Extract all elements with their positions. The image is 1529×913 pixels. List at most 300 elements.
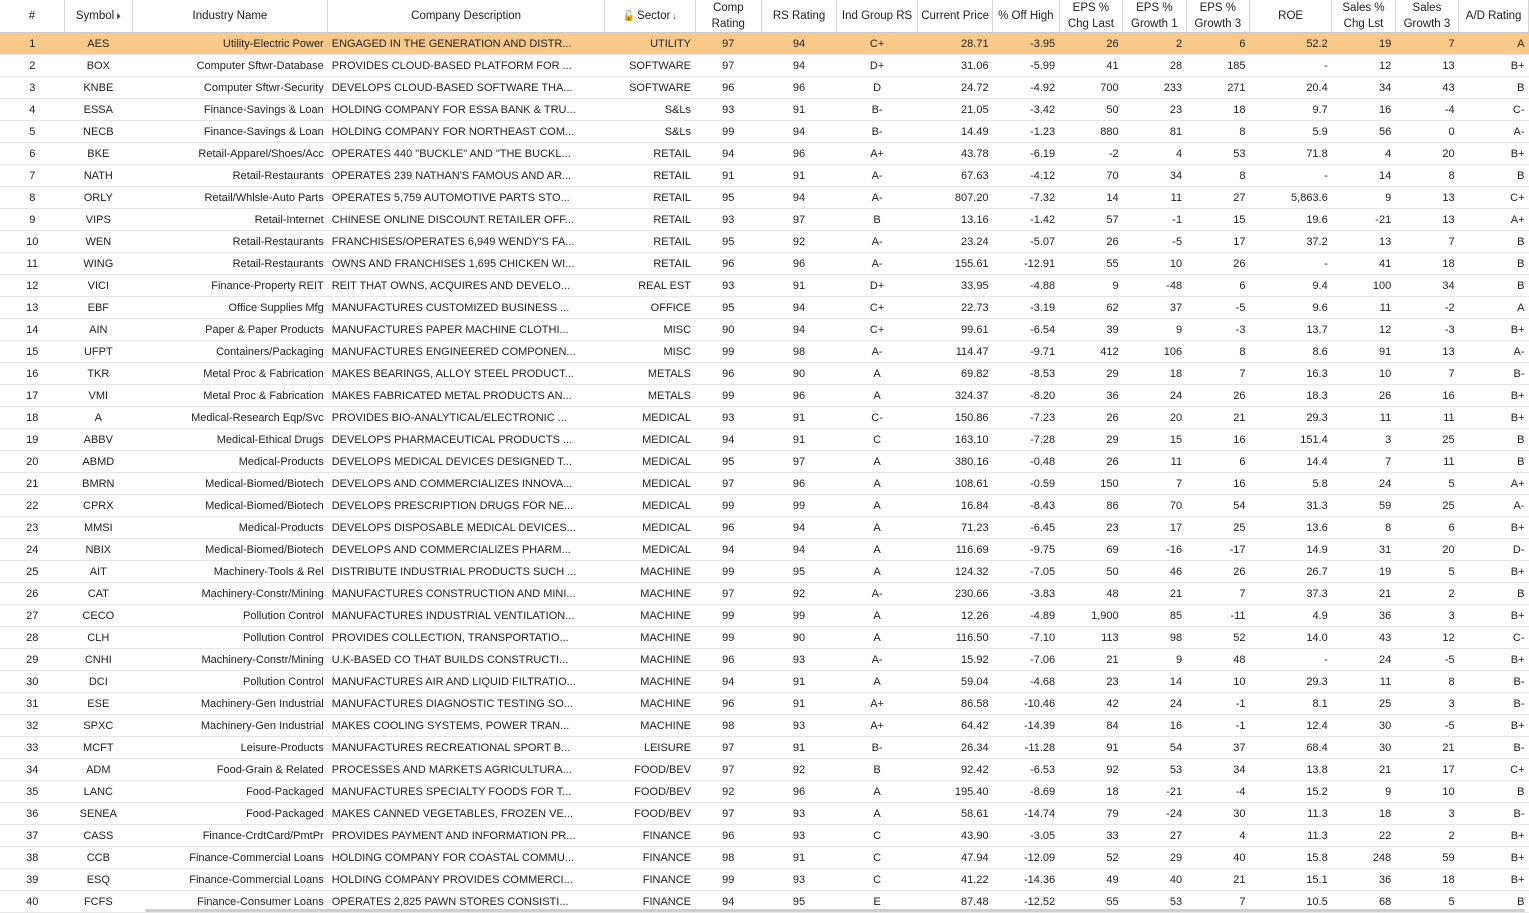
cell-epschg: 700: [1059, 77, 1122, 99]
table-row[interactable]: [0, 825, 1529, 847]
column-header-igrs[interactable]: [837, 0, 918, 33]
cell-saleschg: 11: [1332, 671, 1395, 693]
cell-ad: B+: [1459, 319, 1529, 341]
cell-epsg1: 15: [1123, 429, 1186, 451]
cell-industry: Machinery-Gen Industrial: [132, 693, 328, 715]
cell-off: -11.28: [993, 737, 1060, 759]
table-row[interactable]: [0, 473, 1529, 495]
cell-epschg: 86: [1059, 495, 1122, 517]
cell-symbol[interactable]: ESSA: [65, 99, 133, 121]
cell-igrs: A: [837, 517, 918, 539]
column-header-label: Comp Rating: [711, 2, 745, 30]
cell-comp: 91: [695, 165, 762, 187]
cell-symbol[interactable]: ESE: [65, 693, 133, 715]
cell-epsg3: -1: [1186, 715, 1249, 737]
cell-salesg3: 3: [1395, 605, 1458, 627]
cell-desc: DEVELOPS AND COMMERCIALIZES PHARM...: [328, 539, 605, 561]
cell-saleschg: 8: [1332, 517, 1395, 539]
cell-igrs: A: [837, 385, 918, 407]
cell-igrs: A-: [837, 341, 918, 363]
cell-epsg1: 34: [1123, 165, 1186, 187]
cell-saleschg: 36: [1332, 869, 1395, 891]
cell-igrs: B-: [837, 99, 918, 121]
cell-num: 10: [0, 231, 65, 253]
cell-industry: Medical-Research Eqp/Svc: [132, 407, 328, 429]
cell-symbol[interactable]: VIPS: [65, 209, 133, 231]
cell-sector: FINANCE: [605, 847, 696, 869]
table-row[interactable]: [0, 627, 1529, 649]
cell-ad: B: [1459, 451, 1529, 473]
cell-symbol[interactable]: BOX: [65, 55, 133, 77]
cell-ad: C-: [1459, 627, 1529, 649]
table-row[interactable]: [0, 165, 1529, 187]
cell-desc: MAKES BEARINGS, ALLOY STEEL PRODUCT...: [328, 363, 605, 385]
cell-symbol[interactable]: CLH: [65, 627, 133, 649]
cell-epsg1: 20: [1123, 407, 1186, 429]
cell-off: -8.53: [993, 363, 1060, 385]
cell-saleschg: 19: [1332, 33, 1395, 55]
table-row[interactable]: [0, 495, 1529, 517]
cell-desc: DEVELOPS PRESCRIPTION DRUGS FOR NE...: [328, 495, 605, 517]
cell-off: -4.89: [993, 605, 1060, 627]
cell-epschg: 41: [1059, 55, 1122, 77]
cell-symbol[interactable]: ADM: [65, 759, 133, 781]
cell-symbol[interactable]: KNBE: [65, 77, 133, 99]
cell-roe: -: [1250, 165, 1332, 187]
cell-off: -14.36: [993, 869, 1060, 891]
cell-symbol[interactable]: BMRN: [65, 473, 133, 495]
cell-symbol[interactable]: AIN: [65, 319, 133, 341]
table-row[interactable]: [0, 253, 1529, 275]
cell-off: -7.32: [993, 187, 1060, 209]
cell-price: 26.34: [918, 737, 993, 759]
cell-price: 380.16: [918, 451, 993, 473]
cell-price: 22.73: [918, 297, 993, 319]
cell-symbol[interactable]: DCI: [65, 671, 133, 693]
cell-salesg3: 13: [1395, 341, 1458, 363]
table-row[interactable]: [0, 451, 1529, 473]
cell-rs: 94: [762, 33, 837, 55]
cell-price: 47.94: [918, 847, 993, 869]
cell-num: 22: [0, 495, 65, 517]
cell-comp: 97: [695, 583, 762, 605]
cell-ad: B+: [1459, 715, 1529, 737]
table-row[interactable]: [0, 143, 1529, 165]
cell-comp: 99: [695, 561, 762, 583]
cell-comp: 94: [695, 143, 762, 165]
cell-saleschg: 59: [1332, 495, 1395, 517]
cell-desc: MANUFACTURES PAPER MACHINE CLOTHI...: [328, 319, 605, 341]
cell-symbol[interactable]: CASS: [65, 825, 133, 847]
cell-num: 23: [0, 517, 65, 539]
cell-ad: A: [1459, 297, 1529, 319]
cell-igrs: A-: [837, 165, 918, 187]
cell-igrs: C-: [837, 407, 918, 429]
cell-igrs: A: [837, 495, 918, 517]
cell-epsg1: 14: [1123, 671, 1186, 693]
cell-symbol[interactable]: CECO: [65, 605, 133, 627]
cell-off: -8.69: [993, 781, 1060, 803]
cell-industry: Metal Proc & Fabrication: [132, 363, 328, 385]
cell-saleschg: 21: [1332, 759, 1395, 781]
cell-ad: B: [1459, 165, 1529, 187]
cell-salesg3: 8: [1395, 671, 1458, 693]
cell-epsg1: 46: [1123, 561, 1186, 583]
table-row[interactable]: [0, 363, 1529, 385]
cell-num: 26: [0, 583, 65, 605]
cell-symbol[interactable]: AIT: [65, 561, 133, 583]
cell-igrs: A-: [837, 231, 918, 253]
cell-symbol[interactable]: LANC: [65, 781, 133, 803]
cell-price: 116.69: [918, 539, 993, 561]
table-row[interactable]: [0, 99, 1529, 121]
cell-comp: 96: [695, 649, 762, 671]
cell-rs: 96: [762, 77, 837, 99]
cell-ad: B-: [1459, 671, 1529, 693]
cell-salesg3: 3: [1395, 693, 1458, 715]
cell-roe: 15.2: [1250, 781, 1332, 803]
cell-roe: 20.4: [1250, 77, 1332, 99]
cell-off: -4.92: [993, 77, 1060, 99]
cell-sector: MEDICAL: [605, 429, 696, 451]
cell-desc: MANUFACTURES RECREATIONAL SPORT B...: [328, 737, 605, 759]
table-row[interactable]: [0, 517, 1529, 539]
cell-num: 36: [0, 803, 65, 825]
cell-roe: 10.5: [1250, 891, 1332, 913]
column-header-label: Sales % Chg Lst: [1342, 2, 1385, 30]
column-header-off[interactable]: [993, 0, 1060, 33]
cell-symbol[interactable]: MCFT: [65, 737, 133, 759]
table-row[interactable]: [0, 407, 1529, 429]
table-row[interactable]: [0, 319, 1529, 341]
table-row[interactable]: [0, 759, 1529, 781]
column-header-label: A/D Rating: [1465, 10, 1522, 22]
cell-num: 39: [0, 869, 65, 891]
cell-roe: -: [1250, 649, 1332, 671]
table-row[interactable]: [0, 605, 1529, 627]
cell-sector: METALS: [605, 363, 696, 385]
table-row[interactable]: [0, 781, 1529, 803]
cell-industry: Pollution Control: [132, 627, 328, 649]
cell-rs: 91: [762, 693, 837, 715]
cell-igrs: A: [837, 627, 918, 649]
cell-rs: 93: [762, 825, 837, 847]
column-header-epsg3[interactable]: [1186, 0, 1249, 33]
cell-off: -14.74: [993, 803, 1060, 825]
cell-ad: B+: [1459, 517, 1529, 539]
cell-comp: 94: [695, 429, 762, 451]
cell-saleschg: 18: [1332, 803, 1395, 825]
table-row[interactable]: [0, 561, 1529, 583]
cell-symbol[interactable]: CPRX: [65, 495, 133, 517]
cell-rs: 91: [762, 671, 837, 693]
cell-salesg3: 17: [1395, 759, 1458, 781]
cell-symbol[interactable]: SENEA: [65, 803, 133, 825]
cell-desc: DEVELOPS CLOUD-BASED SOFTWARE THA...: [328, 77, 605, 99]
table-row[interactable]: [0, 715, 1529, 737]
cell-roe: 18.3: [1250, 385, 1332, 407]
sort-filter-icon[interactable]: ⏵: [116, 11, 121, 21]
cell-roe: 12.4: [1250, 715, 1332, 737]
cell-epsg3: 30: [1186, 803, 1249, 825]
column-header-ad[interactable]: [1459, 0, 1529, 33]
cell-industry: Retail-Restaurants: [132, 231, 328, 253]
cell-saleschg: 68: [1332, 891, 1395, 913]
cell-off: -14.39: [993, 715, 1060, 737]
cell-symbol[interactable]: MMSI: [65, 517, 133, 539]
cell-num: 5: [0, 121, 65, 143]
cell-epschg: 29: [1059, 429, 1122, 451]
column-header-num[interactable]: [0, 0, 65, 33]
cell-rs: 99: [762, 495, 837, 517]
cell-epsg1: 24: [1123, 385, 1186, 407]
cell-saleschg: 16: [1332, 99, 1395, 121]
table-row[interactable]: [0, 385, 1529, 407]
cell-epsg1: -24: [1123, 803, 1186, 825]
cell-ad: A-: [1459, 495, 1529, 517]
cell-symbol[interactable]: VICI: [65, 275, 133, 297]
cell-rs: 93: [762, 869, 837, 891]
cell-symbol[interactable]: WING: [65, 253, 133, 275]
cell-epschg: 21: [1059, 649, 1122, 671]
cell-ad: B: [1459, 231, 1529, 253]
cell-igrs: A-: [837, 583, 918, 605]
cell-symbol[interactable]: ORLY: [65, 187, 133, 209]
cell-symbol[interactable]: CNHI: [65, 649, 133, 671]
cell-saleschg: 13: [1332, 231, 1395, 253]
cell-epsg1: 53: [1123, 759, 1186, 781]
cell-rs: 96: [762, 473, 837, 495]
column-header-salesg3[interactable]: [1395, 0, 1458, 33]
cell-comp: 97: [695, 759, 762, 781]
cell-saleschg: 30: [1332, 715, 1395, 737]
cell-epschg: 42: [1059, 693, 1122, 715]
cell-industry: Retail-Internet: [132, 209, 328, 231]
cell-roe: 37.2: [1250, 231, 1332, 253]
cell-epsg3: 52: [1186, 627, 1249, 649]
cell-salesg3: 2: [1395, 583, 1458, 605]
cell-num: 37: [0, 825, 65, 847]
cell-comp: 99: [695, 495, 762, 517]
cell-symbol[interactable]: CCB: [65, 847, 133, 869]
cell-salesg3: 43: [1395, 77, 1458, 99]
cell-off: -5.99: [993, 55, 1060, 77]
cell-roe: 5.8: [1250, 473, 1332, 495]
column-header-label: Sales Growth 3: [1403, 2, 1451, 30]
cell-salesg3: 18: [1395, 869, 1458, 891]
cell-epschg: 92: [1059, 759, 1122, 781]
cell-epschg: 412: [1059, 341, 1122, 363]
table-row[interactable]: [0, 539, 1529, 561]
column-header-industry[interactable]: [132, 0, 328, 33]
cell-rs: 94: [762, 517, 837, 539]
cell-price: 58.61: [918, 803, 993, 825]
cell-industry: Pollution Control: [132, 671, 328, 693]
cell-salesg3: 5: [1395, 561, 1458, 583]
cell-desc: U.K-BASED CO THAT BUILDS CONSTRUCTI...: [328, 649, 605, 671]
cell-num: 1: [0, 33, 65, 55]
cell-desc: HOLDING COMPANY FOR NORTHEAST COM...: [328, 121, 605, 143]
table-row[interactable]: [0, 77, 1529, 99]
cell-symbol[interactable]: NECB: [65, 121, 133, 143]
cell-symbol[interactable]: TKR: [65, 363, 133, 385]
cell-epsg3: -5: [1186, 297, 1249, 319]
cell-symbol[interactable]: ABMD: [65, 451, 133, 473]
table-row[interactable]: [0, 429, 1529, 451]
cell-rs: 92: [762, 583, 837, 605]
cell-symbol[interactable]: NATH: [65, 165, 133, 187]
cell-roe: 14.4: [1250, 451, 1332, 473]
cell-symbol[interactable]: SPXC: [65, 715, 133, 737]
table-row[interactable]: [0, 671, 1529, 693]
cell-epsg3: 40: [1186, 847, 1249, 869]
cell-symbol[interactable]: WEN: [65, 231, 133, 253]
table-row[interactable]: [0, 55, 1529, 77]
cell-desc: HOLDING COMPANY PROVIDES COMMERCI...: [328, 869, 605, 891]
sort-down-icon[interactable]: ↓: [672, 10, 677, 21]
cell-price: 23.24: [918, 231, 993, 253]
cell-price: 114.47: [918, 341, 993, 363]
cell-price: 124.32: [918, 561, 993, 583]
table-row[interactable]: [0, 737, 1529, 759]
column-header-label: EPS % Growth 3: [1194, 2, 1242, 30]
cell-epschg: 150: [1059, 473, 1122, 495]
table-row[interactable]: [0, 869, 1529, 891]
cell-saleschg: 3: [1332, 429, 1395, 451]
cell-symbol[interactable]: FCFS: [65, 891, 133, 913]
cell-epschg: 52: [1059, 847, 1122, 869]
cell-symbol[interactable]: A: [65, 407, 133, 429]
cell-epsg1: 106: [1123, 341, 1186, 363]
cell-epschg: 39: [1059, 319, 1122, 341]
column-header-price[interactable]: [918, 0, 993, 33]
cell-price: 92.42: [918, 759, 993, 781]
column-header-label: % Off High: [998, 10, 1054, 22]
table-row[interactable]: [0, 693, 1529, 715]
cell-symbol[interactable]: VMI: [65, 385, 133, 407]
table-row[interactable]: [0, 121, 1529, 143]
cell-igrs: C: [837, 847, 918, 869]
table-row[interactable]: [0, 583, 1529, 605]
table-row[interactable]: [0, 275, 1529, 297]
cell-roe: 15.1: [1250, 869, 1332, 891]
column-header-comp[interactable]: [695, 0, 762, 33]
column-header-epschg[interactable]: [1059, 0, 1122, 33]
cell-roe: 11.3: [1250, 803, 1332, 825]
column-header-roe[interactable]: [1250, 0, 1332, 33]
cell-industry: Food-Grain & Related: [132, 759, 328, 781]
cell-sector: FINANCE: [605, 891, 696, 913]
lock-icon[interactable]: 🔓: [622, 10, 636, 22]
cell-saleschg: 21: [1332, 583, 1395, 605]
cell-roe: 52.2: [1250, 33, 1332, 55]
cell-salesg3: 8: [1395, 165, 1458, 187]
cell-epschg: 57: [1059, 209, 1122, 231]
cell-price: 43.78: [918, 143, 993, 165]
cell-symbol[interactable]: ESQ: [65, 869, 133, 891]
cell-industry: Medical-Biomed/Biotech: [132, 473, 328, 495]
cell-symbol[interactable]: UFPT: [65, 341, 133, 363]
table-row[interactable]: [0, 209, 1529, 231]
cell-symbol[interactable]: BKE: [65, 143, 133, 165]
cell-sector: RETAIL: [605, 209, 696, 231]
table-row[interactable]: [0, 231, 1529, 253]
cell-industry: Medical-Ethical Drugs: [132, 429, 328, 451]
cell-igrs: A: [837, 671, 918, 693]
column-header-label: Ind Group RS: [841, 10, 913, 22]
cell-sector: METALS: [605, 385, 696, 407]
cell-epsg3: -1: [1186, 693, 1249, 715]
table-row[interactable]: [0, 187, 1529, 209]
cell-comp: 97: [695, 55, 762, 77]
cell-sector: S&Ls: [605, 121, 696, 143]
cell-epsg3: 37: [1186, 737, 1249, 759]
column-header-saleschg[interactable]: [1332, 0, 1395, 33]
cell-epsg1: 98: [1123, 627, 1186, 649]
cell-price: 230.66: [918, 583, 993, 605]
cell-price: 59.04: [918, 671, 993, 693]
cell-symbol[interactable]: EBF: [65, 297, 133, 319]
cell-off: -3.95: [993, 33, 1060, 55]
cell-epsg1: 10: [1123, 253, 1186, 275]
cell-comp: 96: [695, 253, 762, 275]
cell-rs: 99: [762, 605, 837, 627]
cell-salesg3: 7: [1395, 231, 1458, 253]
table-row[interactable]: [0, 297, 1529, 319]
cell-sector: MACHINE: [605, 671, 696, 693]
cell-salesg3: 5: [1395, 891, 1458, 913]
column-header-desc[interactable]: [328, 0, 605, 33]
cell-saleschg: 43: [1332, 627, 1395, 649]
column-header-label: EPS % Chg Last: [1067, 2, 1114, 30]
column-header-sector[interactable]: [605, 0, 696, 33]
column-header-epsg1[interactable]: [1123, 0, 1186, 33]
cell-comp: 98: [695, 847, 762, 869]
cell-salesg3: 3: [1395, 803, 1458, 825]
table-row[interactable]: [0, 649, 1529, 671]
cell-epschg: 18: [1059, 781, 1122, 803]
cell-roe: 9.6: [1250, 297, 1332, 319]
cell-roe: 15.8: [1250, 847, 1332, 869]
cell-symbol[interactable]: AES: [65, 33, 133, 55]
cell-epsg3: 8: [1186, 341, 1249, 363]
table-row[interactable]: [0, 847, 1529, 869]
cell-ad: B+: [1459, 605, 1529, 627]
cell-saleschg: 36: [1332, 605, 1395, 627]
cell-comp: 93: [695, 275, 762, 297]
cell-epsg1: 85: [1123, 605, 1186, 627]
column-header-rs[interactable]: [762, 0, 837, 33]
cell-saleschg: 9: [1332, 187, 1395, 209]
cell-desc: REIT THAT OWNS, ACQUIRES AND DEVELO...: [328, 275, 605, 297]
cell-roe: 13.6: [1250, 517, 1332, 539]
cell-epschg: 48: [1059, 583, 1122, 605]
table-row[interactable]: [0, 341, 1529, 363]
cell-symbol[interactable]: CAT: [65, 583, 133, 605]
cell-symbol[interactable]: NBIX: [65, 539, 133, 561]
cell-epsg1: 54: [1123, 737, 1186, 759]
cell-roe: 19.6: [1250, 209, 1332, 231]
cell-salesg3: 10: [1395, 781, 1458, 803]
cell-ad: B+: [1459, 825, 1529, 847]
table-row[interactable]: [0, 33, 1529, 55]
cell-price: 71.23: [918, 517, 993, 539]
table-row[interactable]: [0, 803, 1529, 825]
cell-salesg3: 11: [1395, 407, 1458, 429]
cell-symbol[interactable]: ABBV: [65, 429, 133, 451]
cell-comp: 95: [695, 451, 762, 473]
column-header-symbol[interactable]: [65, 0, 133, 33]
